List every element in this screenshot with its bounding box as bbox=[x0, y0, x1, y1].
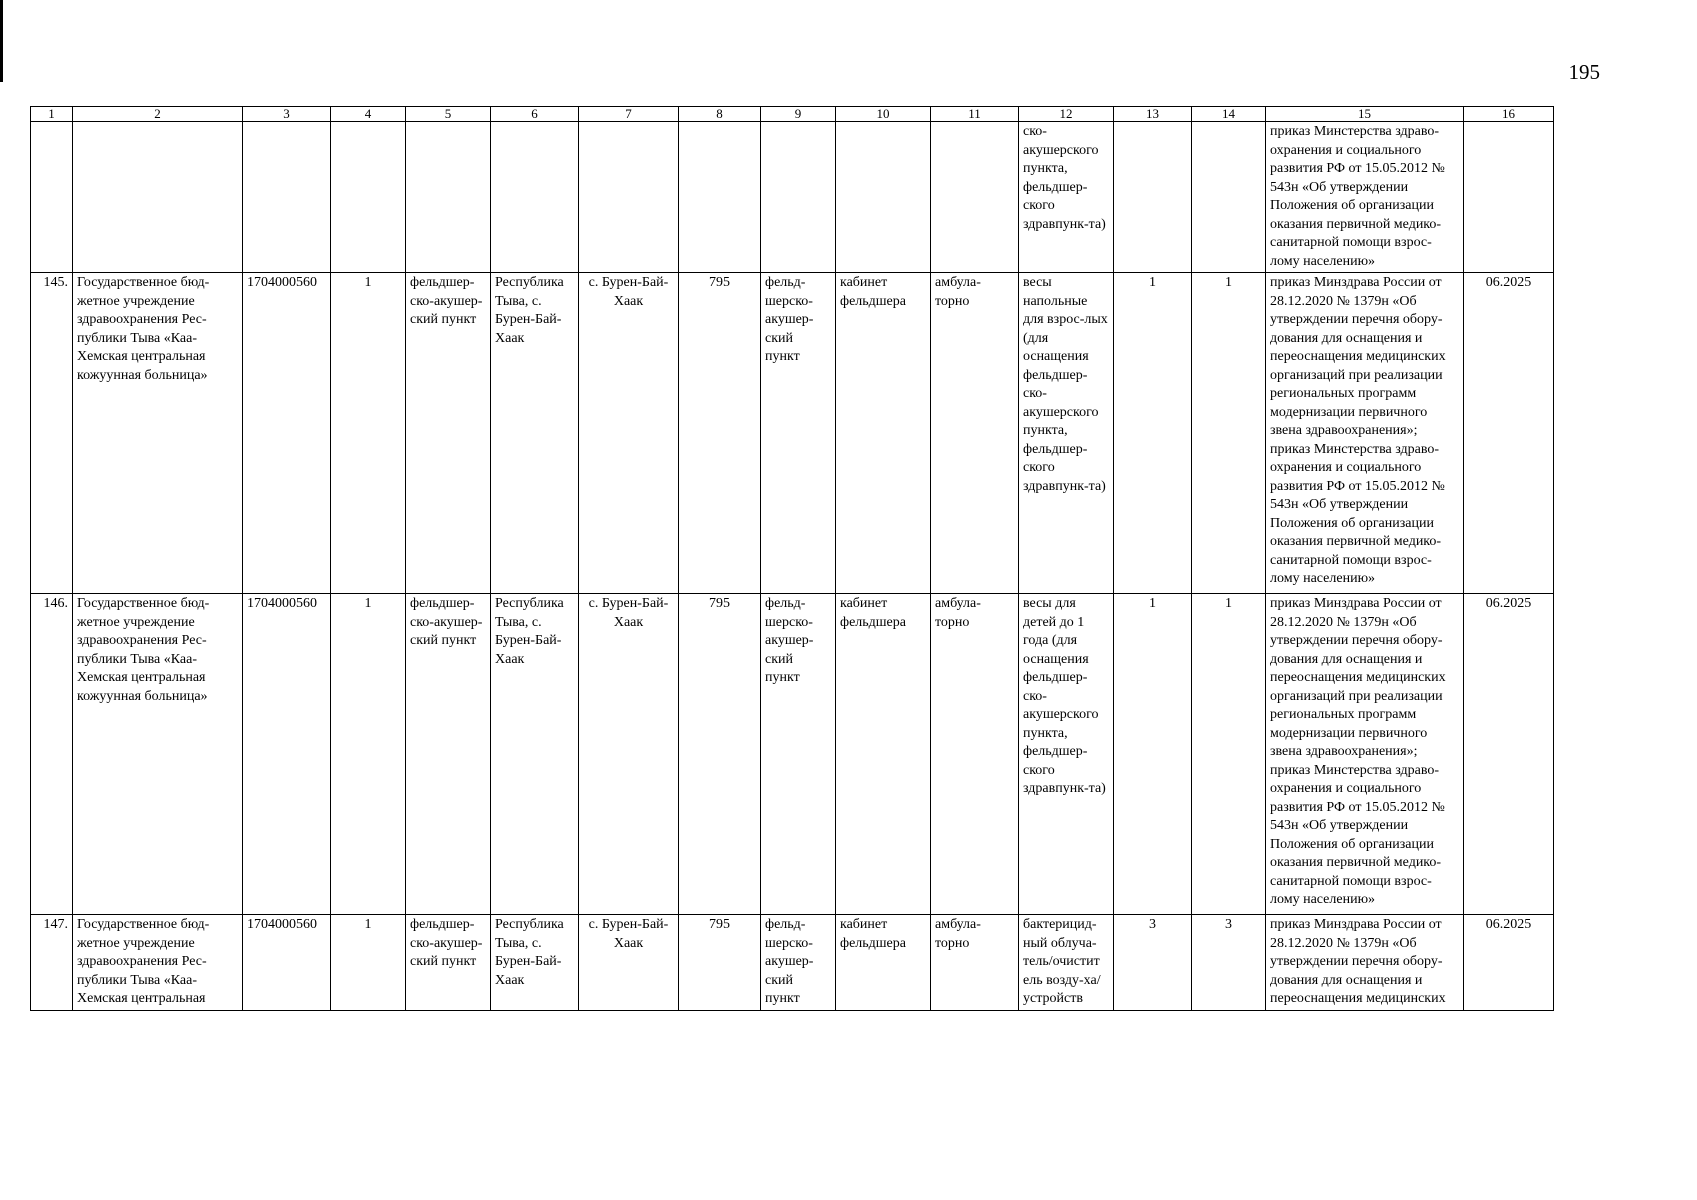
cell-quantity-b: 3 bbox=[1192, 915, 1266, 1011]
column-header: 6 bbox=[491, 107, 579, 122]
cell-date: 06.2025 bbox=[1464, 915, 1554, 1011]
cell-unit: фельд-шерско-акушер-ский пункт bbox=[761, 273, 836, 594]
column-header: 5 bbox=[406, 107, 491, 122]
table-row bbox=[31, 273, 1554, 594]
column-header: 1 bbox=[31, 107, 73, 122]
cell-institution: Государственное бюд-жетное учреждение здравоохранения Рес-публики Тыва «Каа-Хемская центральная кожуунная больница» bbox=[73, 273, 243, 594]
table-row bbox=[31, 915, 1554, 1011]
column-header: 3 bbox=[243, 107, 331, 122]
cell-inn: 1704000560 bbox=[243, 273, 331, 594]
cell-unit: фельд-шерско-акушер-ский пункт bbox=[761, 594, 836, 915]
cell-legal-basis: приказ Минздрава России от 28.12.2020 № 1379н «Об утверждении перечня обору-дования для оснащения и переоснащения медицинских организаций при реализации региональных программ модернизации первичного звена здравоохранения»; приказ Минстерства здраво-охранения и социального развития РФ от 15.05.2012 № 543н «Об утверждении Положения об организации оказания первичной медико-санитарной помощи взрос-лому населению» bbox=[1266, 273, 1464, 594]
column-header: 7 bbox=[579, 107, 679, 122]
cell-facility-type: фельдшер-ско-акушер-ский пункт bbox=[406, 273, 491, 594]
cell-quantity-b: 1 bbox=[1192, 273, 1266, 594]
cell-col4: 1 bbox=[331, 273, 406, 594]
cell-row-number: 147. bbox=[31, 915, 73, 1011]
column-header: 11 bbox=[931, 107, 1019, 122]
cell-legal-basis: приказ Минстерства здраво-охранения и социального развития РФ от 15.05.2012 № 543н «Об утверждении Положения об организации оказания первичной медико-санитарной помощи взрос-лому населению» bbox=[1266, 122, 1464, 273]
cell-inn: 1704000560 bbox=[243, 594, 331, 915]
cell-equipment: весы напольные для взрос-лых (для оснащения фельдшер-ско-акушерского пункта, фельдшер-ского здравпунк-та) bbox=[1019, 273, 1114, 594]
cell-room bbox=[836, 122, 931, 273]
column-header: 8 bbox=[679, 107, 761, 122]
table-row-continuation bbox=[31, 122, 1554, 273]
cell-address: Республика Тыва, с. Бурен-Бай-Хаак bbox=[491, 273, 579, 594]
cell-care-mode bbox=[931, 122, 1019, 273]
cell-date: 06.2025 bbox=[1464, 273, 1554, 594]
table-row bbox=[31, 594, 1554, 915]
cell-quantity-a: 1 bbox=[1114, 594, 1192, 915]
cell-date bbox=[1464, 122, 1554, 273]
cell-row-number: 145. bbox=[31, 273, 73, 594]
column-header: 10 bbox=[836, 107, 931, 122]
cell-settlement bbox=[579, 122, 679, 273]
cell-population: 795 bbox=[679, 273, 761, 594]
cell-col4: 1 bbox=[331, 594, 406, 915]
cell-inn bbox=[243, 122, 331, 273]
cell-population bbox=[679, 122, 761, 273]
cell-settlement: с. Бурен-Бай-Хаак bbox=[579, 915, 679, 1011]
cell-care-mode: амбула-торно bbox=[931, 915, 1019, 1011]
cell-care-mode: амбула-торно bbox=[931, 273, 1019, 594]
cell-address bbox=[491, 122, 579, 273]
cell-address: Республика Тыва, с. Бурен-Бай-Хаак bbox=[491, 594, 579, 915]
equipment-table bbox=[30, 106, 1554, 1011]
cell-quantity-b bbox=[1192, 122, 1266, 273]
cell-unit: фельд-шерско-акушер-ский пункт bbox=[761, 915, 836, 1011]
page-number: 195 bbox=[1568, 60, 1600, 84]
cell-col4: 1 bbox=[331, 915, 406, 1011]
cell-care-mode: амбула-торно bbox=[931, 594, 1019, 915]
left-edge-mark bbox=[0, 0, 3, 82]
cell-quantity-a bbox=[1114, 122, 1192, 273]
cell-facility-type: фельдшер-ско-акушер-ский пункт bbox=[406, 915, 491, 1011]
column-header: 16 bbox=[1464, 107, 1554, 122]
cell-col4 bbox=[331, 122, 406, 273]
column-header: 12 bbox=[1019, 107, 1114, 122]
cell-facility-type bbox=[406, 122, 491, 273]
cell-address: Республика Тыва, с. Бурен-Бай-Хаак bbox=[491, 915, 579, 1011]
cell-equipment: ско-акушерского пункта, фельдшер-ского здравпунк-та) bbox=[1019, 122, 1114, 273]
cell-legal-basis: приказ Минздрава России от 28.12.2020 № 1379н «Об утверждении перечня обору-дования для оснащения и переоснащения медицинских организаций при реализации региональных программ модернизации первичного звена здравоохранения»; приказ Минстерства здраво-охранения и социального развития РФ от 15.05.2012 № 543н «Об утверждении Положения об организации оказания первичной медико-санитарной помощи взрос-лому населению» bbox=[1266, 594, 1464, 915]
column-header: 15 bbox=[1266, 107, 1464, 122]
cell-equipment: бактерицид-ный облуча-тель/очистит ель возду-ха/устройств bbox=[1019, 915, 1114, 1011]
column-header: 14 bbox=[1192, 107, 1266, 122]
column-number-row bbox=[31, 107, 1554, 122]
cell-settlement: с. Бурен-Бай-Хаак bbox=[579, 273, 679, 594]
column-header: 13 bbox=[1114, 107, 1192, 122]
cell-row-number: 146. bbox=[31, 594, 73, 915]
cell-quantity-b: 1 bbox=[1192, 594, 1266, 915]
cell-legal-basis: приказ Минздрава России от 28.12.2020 № 1379н «Об утверждении перечня обору-дования для оснащения и переоснащения медицинских bbox=[1266, 915, 1464, 1011]
cell-inn: 1704000560 bbox=[243, 915, 331, 1011]
cell-institution bbox=[73, 122, 243, 273]
cell-unit bbox=[761, 122, 836, 273]
cell-room: кабинет фельдшера bbox=[836, 915, 931, 1011]
cell-row-number bbox=[31, 122, 73, 273]
column-header: 2 bbox=[73, 107, 243, 122]
cell-room: кабинет фельдшера bbox=[836, 273, 931, 594]
cell-institution: Государственное бюд-жетное учреждение здравоохранения Рес-публики Тыва «Каа-Хемская центральная bbox=[73, 915, 243, 1011]
cell-date: 06.2025 bbox=[1464, 594, 1554, 915]
cell-room: кабинет фельдшера bbox=[836, 594, 931, 915]
column-header: 9 bbox=[761, 107, 836, 122]
column-header: 4 bbox=[331, 107, 406, 122]
cell-quantity-a: 3 bbox=[1114, 915, 1192, 1011]
cell-facility-type: фельдшер-ско-акушер-ский пункт bbox=[406, 594, 491, 915]
cell-settlement: с. Бурен-Бай-Хаак bbox=[579, 594, 679, 915]
cell-population: 795 bbox=[679, 915, 761, 1011]
cell-population: 795 bbox=[679, 594, 761, 915]
cell-quantity-a: 1 bbox=[1114, 273, 1192, 594]
cell-institution: Государственное бюд-жетное учреждение здравоохранения Рес-публики Тыва «Каа-Хемская центральная кожуунная больница» bbox=[73, 594, 243, 915]
cell-equipment: весы для детей до 1 года (для оснащения фельдшер-ско-акушерского пункта, фельдшер-ского здравпунк-та) bbox=[1019, 594, 1114, 915]
